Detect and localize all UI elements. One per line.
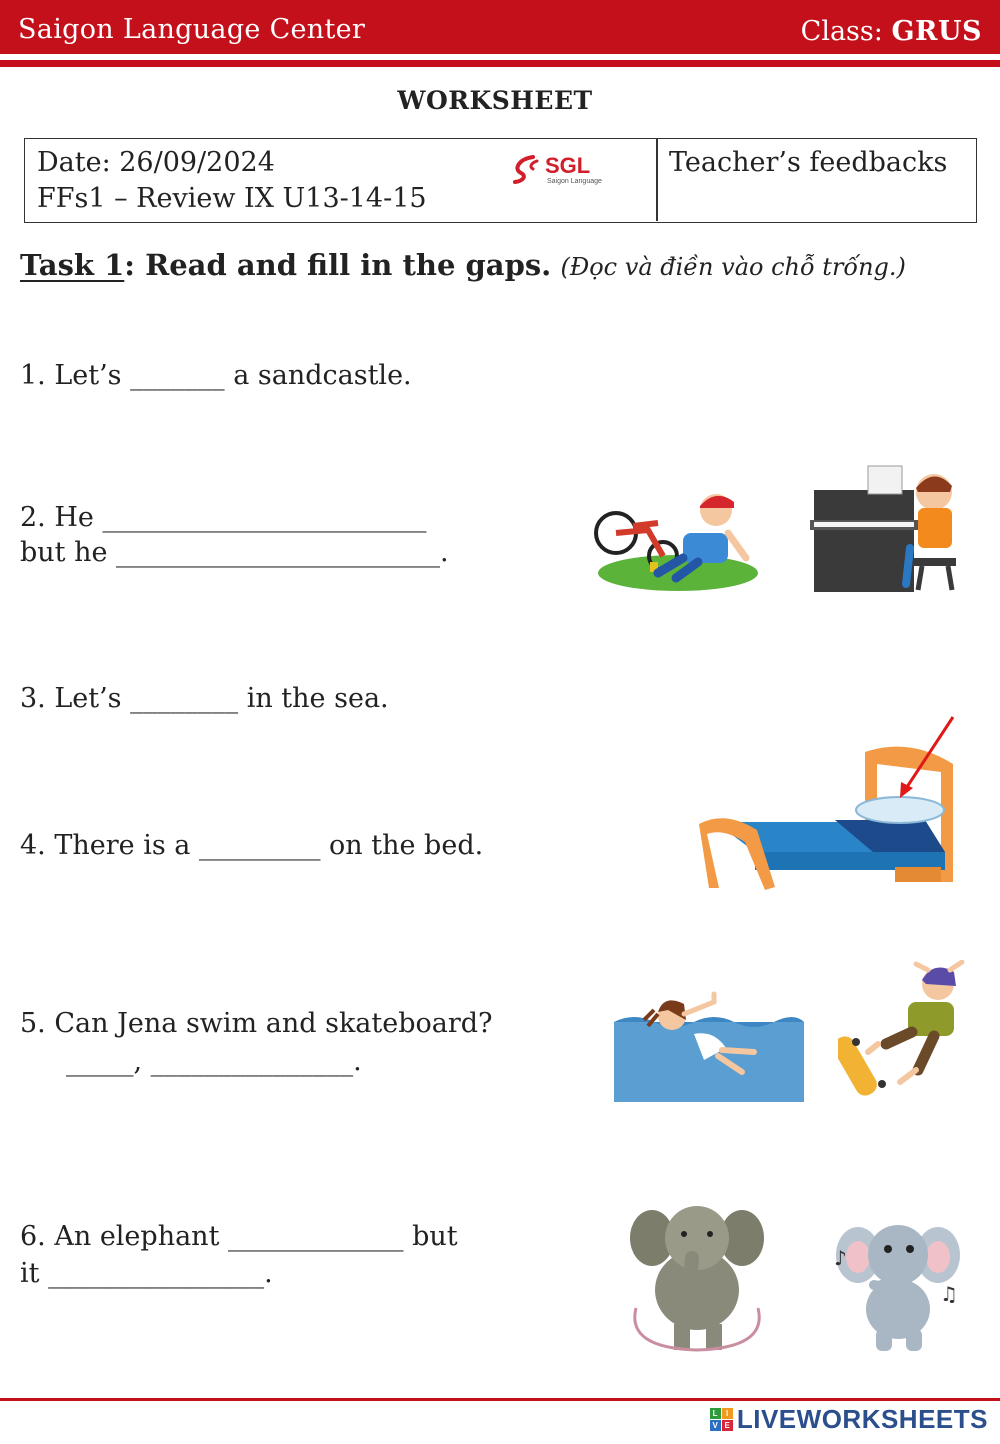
teacher-feedback-label: Teacher’s feedbacks (669, 147, 948, 178)
question-5-line-2: _____, _______________. (66, 1046, 362, 1077)
review-text: FFs1 – Review IX U13-14-15 (37, 183, 427, 214)
elephant-skipping-image (622, 1198, 772, 1356)
question-3: 3. Let’s ________ in the sea. (20, 683, 389, 714)
header-divider (0, 60, 1000, 67)
center-name: Saigon Language Center (18, 14, 366, 45)
task-instruction: : Read and fill in the gaps. (124, 248, 552, 282)
class-name: GRUS (891, 16, 982, 47)
question-4: 4. There is a _________ on the bed. (20, 830, 484, 861)
worksheet-title: WORKSHEET (397, 86, 593, 115)
girl-falling-skateboard-image (838, 960, 978, 1100)
sgl-swoosh-icon (509, 151, 545, 187)
question-6-line-1: 6. An elephant _____________ but (20, 1221, 458, 1252)
question-6-line-2: it ________________. (20, 1258, 273, 1289)
logo-text: SGL (545, 153, 591, 178)
logo-subtext: Saigon Language (547, 178, 602, 185)
task-heading (20, 248, 906, 282)
task-translation: (Đọc và điền vào chỗ trống.) (560, 253, 906, 281)
liveworksheets-brand (710, 1404, 988, 1435)
question-5-line-1: 5. Can Jena swim and skateboard? (20, 1008, 493, 1039)
class-info (801, 16, 982, 47)
boy-fallen-off-bike-image (588, 478, 758, 603)
question-1: 1. Let’s _______ a sandcastle. (20, 360, 412, 391)
footer-divider (0, 1398, 1000, 1401)
elephant-dancing-image (828, 1205, 968, 1353)
info-box (24, 138, 977, 223)
boy-playing-piano-image (810, 462, 960, 597)
info-divider (656, 139, 658, 221)
svg-text:♪: ♪ (834, 1246, 847, 1270)
girl-in-water-image (614, 990, 804, 1102)
svg-text:♫: ♫ (940, 1282, 958, 1306)
date-text: Date: 26/09/2024 (37, 147, 275, 178)
brand-text: LIVEWORKSHEETS (736, 1404, 988, 1434)
bed-with-pillow-image (695, 712, 960, 892)
question-2-line-1: 2. He ________________________ (20, 502, 427, 533)
sgl-logo (509, 149, 609, 189)
task-label: Task 1 (20, 248, 125, 282)
question-2-line-2: but he ________________________. (20, 537, 449, 568)
liveworksheets-logo-icon: L I V E (710, 1408, 733, 1431)
class-label: Class: (800, 16, 883, 47)
